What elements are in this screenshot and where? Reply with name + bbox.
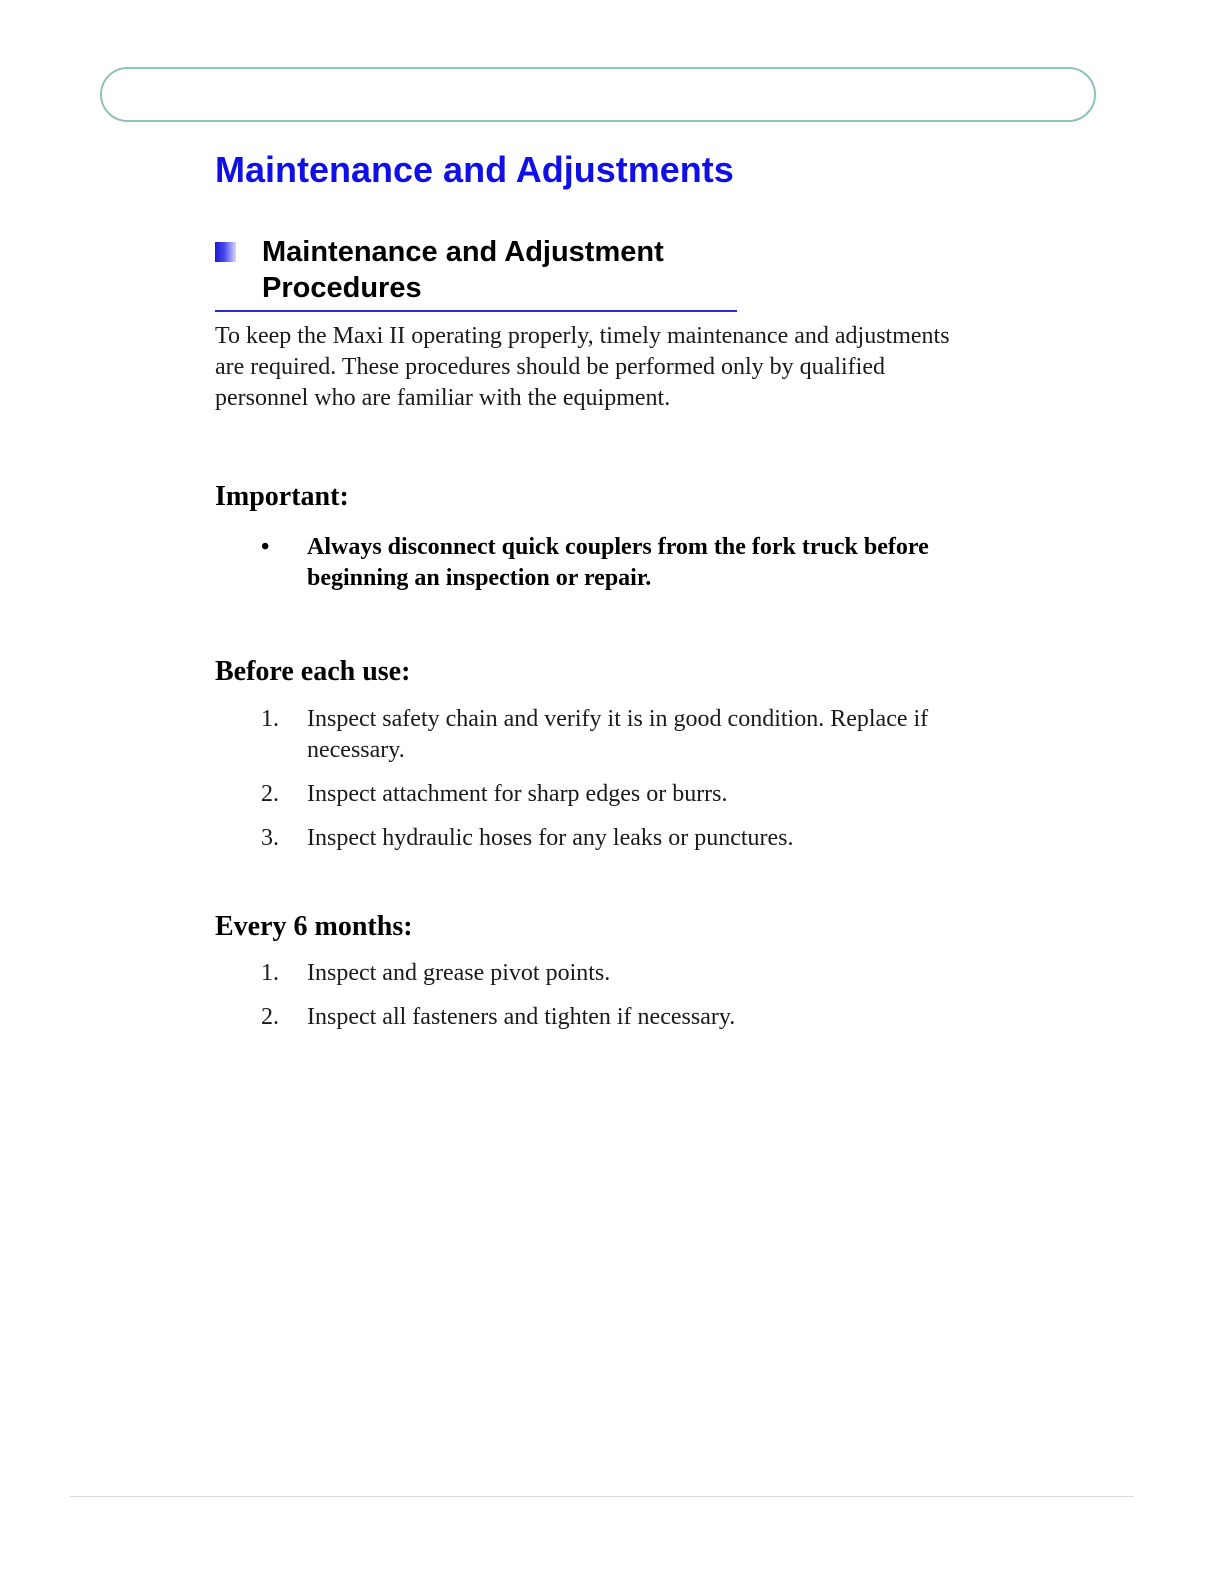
list-item [215, 1002, 975, 1033]
list-item-text: Always disconnect quick couplers from the fork truck before beginning an inspection or repair. [307, 534, 929, 591]
list-number: 1. [261, 706, 279, 732]
page-title: Maintenance and Adjustments [215, 149, 734, 190]
every-6-months-list [215, 958, 975, 1033]
list-item [215, 958, 975, 989]
footer-rule [70, 1496, 1134, 1497]
list-item-text: Inspect hydraulic hoses for any leaks or punctures. [307, 825, 794, 851]
before-each-use-list [215, 704, 975, 854]
section-heading [215, 234, 737, 312]
list-item [215, 779, 975, 810]
list-number: 2. [261, 781, 279, 807]
list-item [215, 823, 975, 854]
list-number: 2. [261, 1004, 279, 1030]
list-item-text: Inspect and grease pivot points. [307, 960, 611, 986]
list-number: 3. [261, 825, 279, 851]
list-item [215, 532, 975, 594]
important-heading: Important: [215, 481, 349, 512]
intro-paragraph: To keep the Maxi II operating properly, timely maintenance and adjustments are required. These procedures should be performed only by qualified personnel who are familiar with the equipment. [215, 323, 950, 411]
list-item [215, 704, 975, 766]
bullet-marker: • [261, 534, 270, 560]
before-each-use-heading: Before each use: [215, 656, 411, 687]
list-number: 1. [261, 960, 279, 986]
section-heading-text: Maintenance and Adjustment Procedures [262, 236, 664, 304]
list-item-text: Inspect attachment for sharp edges or burrs. [307, 781, 728, 807]
header-frame [100, 67, 1096, 122]
every-6-months-heading: Every 6 months: [215, 911, 413, 942]
important-list [215, 532, 975, 594]
list-item-text: Inspect all fasteners and tighten if necessary. [307, 1004, 736, 1030]
list-item-text: Inspect safety chain and verify it is in good condition. Replace if necessary. [307, 706, 929, 763]
square-bullet-icon [215, 242, 236, 262]
